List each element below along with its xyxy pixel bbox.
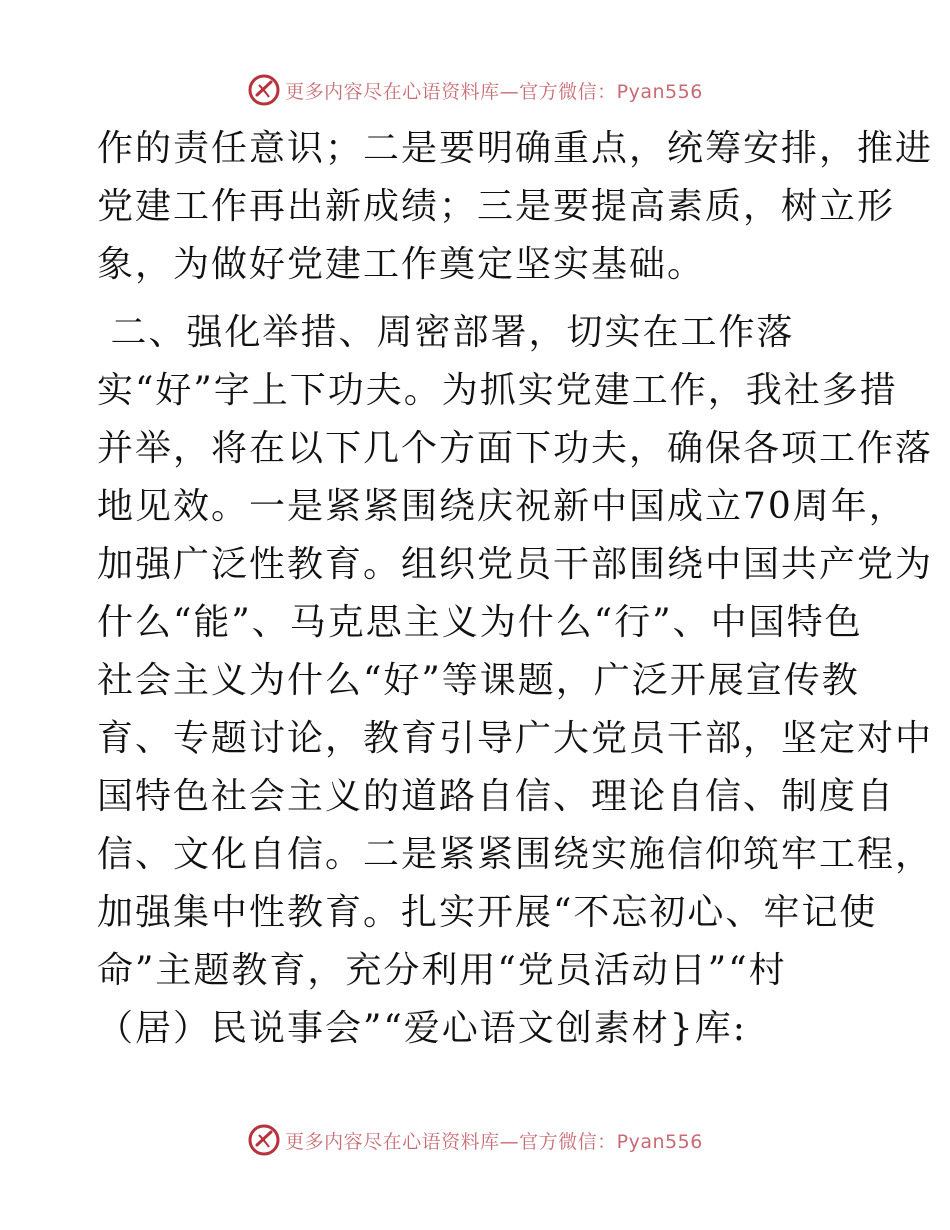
text-line: 并举，将在以下几个方面下功夫，确保各项工作落 bbox=[97, 428, 934, 469]
text-line: 作的责任意识；二是要明确重点，统筹安排，推进 bbox=[97, 128, 934, 169]
text-line: （居）民说事会”“爱心语文创素材}库: bbox=[97, 1008, 747, 1049]
text-line: 实“好”字上下功夫。为抓实党建工作，我社多措 bbox=[97, 370, 898, 411]
header-banner bbox=[0, 70, 950, 110]
text-line: 什么“能”、马克思主义为什么“行”、中国特色 bbox=[97, 602, 863, 643]
text-line: 加强集中性教育。扎实开展“不忘初心、牢记使 bbox=[97, 892, 878, 933]
text-line: 党建工作再出新成绩；三是要提高素质，树立形 bbox=[97, 186, 896, 227]
banner-text: 更多内容尽在心语资料库—官方微信：Pyan556 bbox=[285, 80, 703, 103]
text-line: 育、专题讨论，教育引导广大党员干部，坚定对中 bbox=[97, 718, 934, 759]
footer-banner bbox=[0, 1120, 950, 1160]
text-line: 象，为做好党建工作奠定坚实基础。 bbox=[97, 244, 706, 285]
section-heading: 二、强化举措、周密部署，切实在工作落 bbox=[97, 312, 795, 353]
logo-icon bbox=[247, 73, 281, 107]
text-line: 命”主题教育，充分利用“党员活动日”“村 bbox=[97, 950, 787, 991]
text-line: 信、文化自信。二是紧紧围绕实施信仰筑牢工程， bbox=[97, 834, 934, 875]
document-body bbox=[97, 120, 934, 1058]
text-line: 加强广泛性教育。组织党员干部围绕中国共产党为 bbox=[97, 544, 934, 585]
text-line: 国特色社会主义的道路自信、理论自信、制度自 bbox=[97, 776, 896, 817]
text-line: 社会主义为什么“好”等课题，广泛开展宣传教 bbox=[97, 660, 860, 701]
logo-icon bbox=[247, 1123, 281, 1157]
banner-text: 更多内容尽在心语资料库—官方微信：Pyan556 bbox=[285, 1130, 703, 1153]
text-line: 地见效。一是紧紧围绕庆祝新中国成立70周年， bbox=[97, 486, 907, 527]
